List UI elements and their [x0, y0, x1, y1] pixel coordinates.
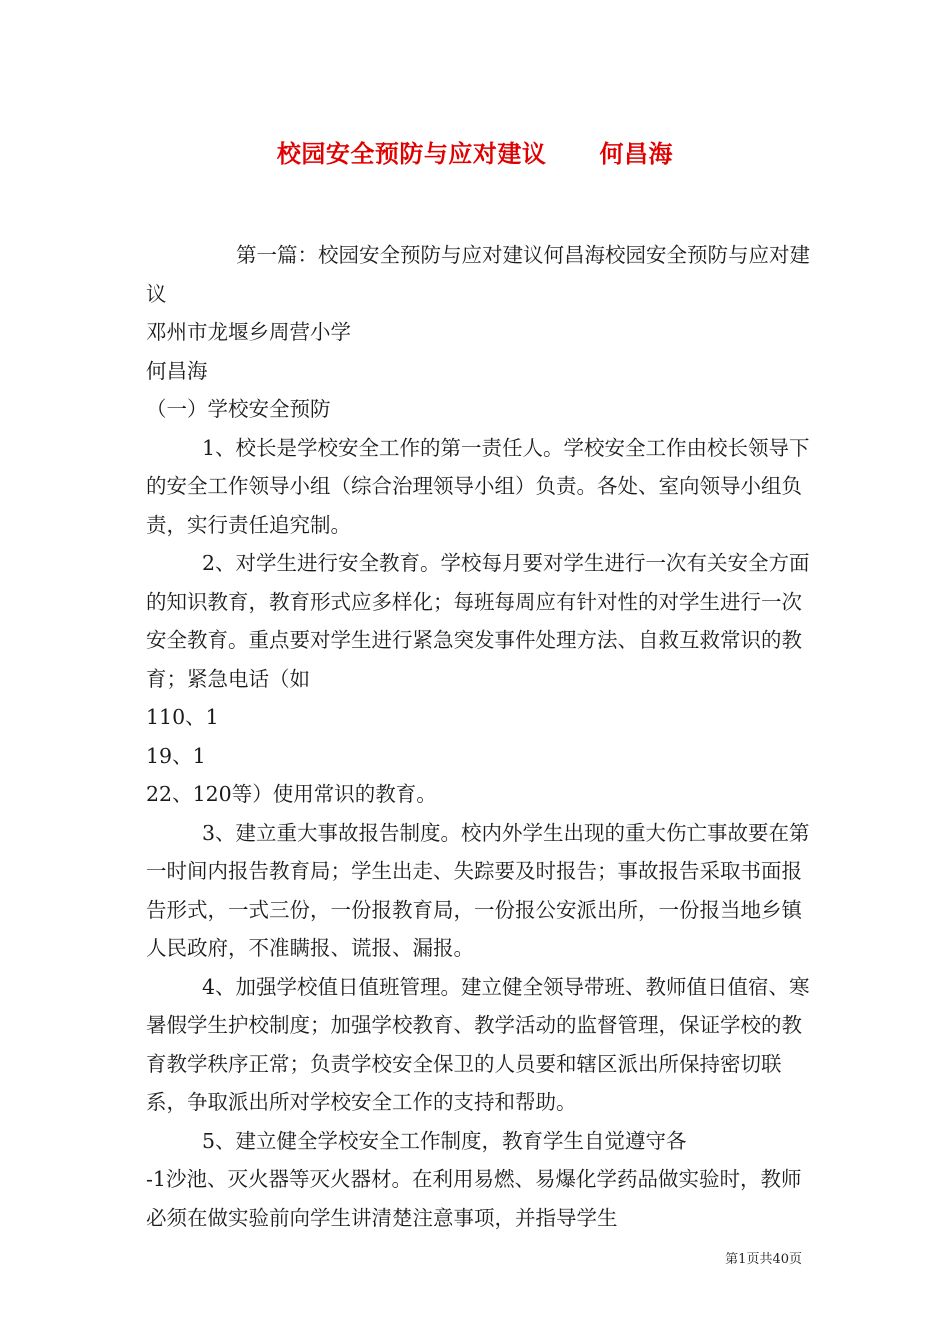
- paragraph-phone-1: 110、1: [146, 705, 219, 729]
- paragraph-author: 何昌海: [146, 358, 208, 383]
- paragraph-item-2: 2、对学生进行安全教育。学校每月要对学生进行一次有关安全方面的知识教育，教育形式应多样化；每班每周应有针对性的对学生进行一次安全教育。重点要对学生进行紧急突发事件处理方法、自救互救常识的教育；紧急电话（如: [146, 551, 810, 691]
- document-title: 校园安全预防与应对建议 何昌海: [276, 139, 674, 168]
- paragraph-item-4: 4、加强学校值日值班管理。建立健全领导带班、教师值日值宿、寒暑假学生护校制度；加强学校教育、教学活动的监督管理，保证学校的教育教学秩序正常；负责学校安全保卫的人员要和辖区派出所保持密切联系，争取派出所对学校安全工作的支持和帮助。: [146, 974, 810, 1114]
- paragraph-item-1: 1、校长是学校安全工作的第一责任人。学校安全工作由校长领导下的安全工作领导小组（综合治理领导小组）负责。各处、室向领导小组负责，实行责任追究制。: [146, 435, 810, 537]
- section-heading: （一）学校安全预防: [146, 397, 331, 421]
- paragraph-intro: 第一篇：校园安全预防与应对建议何昌海校园安全预防与应对建议: [146, 243, 810, 306]
- paragraph-phone-2: 19、1: [146, 743, 206, 768]
- paragraph-item-3: 3、建立重大事故报告制度。校内外学生出现的重大伤亡事故要在第一时间内报告教育局；学生出走、失踪要及时报告；事故报告采取书面报告形式，一式三份，一份报教育局，一份报公安派出所，一份报当地乡镇人民政府，不准瞒报、谎报、漏报。: [146, 820, 810, 960]
- paragraph-school: 邓州市龙堰乡周营小学: [146, 320, 351, 344]
- paragraph-continuation: -1沙池、灭火器等灭火器材。在利用易燃、易爆化学药品做实验时，教师必须在做实验前向学生讲清楚注意事项，并指导学生: [146, 1167, 802, 1230]
- document-body: [146, 236, 812, 1237]
- paragraph-item-5: 5、建立健全学校安全工作制度，教育学生自觉遵守各: [202, 1128, 687, 1153]
- page-number: 第1页共40页: [725, 1252, 802, 1267]
- paragraph-phone-3: 22、120等）使用常识的教育。: [146, 782, 437, 806]
